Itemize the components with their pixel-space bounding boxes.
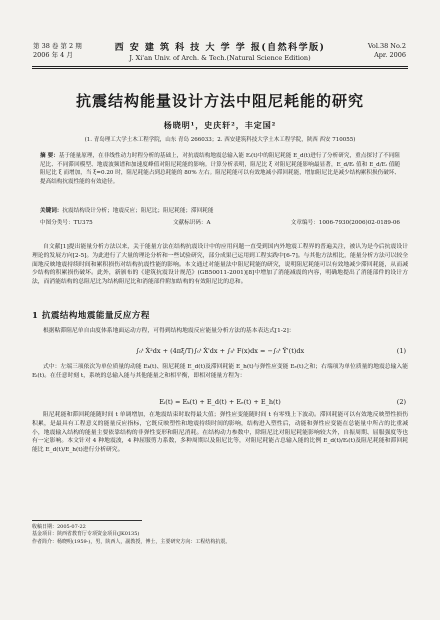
clc-number: 中图分类号：TU375	[40, 220, 93, 226]
section-1-paragraph-3: 阻尼耗能和滞回耗能随时间 t 单调增加，在地震结束时取得最大值；弹性应变能随时间 t 有零残上下波动。滞回耗能可以有效地反映塑性损伤积累，是最具有工程意义的能量反应指标，它既反映塑性和地震持续时间的影响，结构进入塑性后，动能和弹性应变能在总能量中所占的比重减小，地震输入结构的能量主要依靠结构的非弹性变形和阻尼消耗。在结构动力参数中，除阻尼比对阻尼耗能影响较大外，自振周期、屈服强度等也有一定影响。本文针对 4 种地震波，4 种屈服剪力系数，多种周期以及阻尼比等，对阻尼耗能占总输入能的比例 E_d(t)/Eᵢ(t)及阻尼耗能和滞回耗能比 E_d(t)/E_h(t)进行分析研究。	[32, 412, 408, 454]
volume-info-en	[368, 42, 406, 60]
header-rule	[32, 66, 408, 67]
paper-authors: 杨晓明¹，史庆轩²，丰定国²	[163, 120, 277, 130]
volume-issue-en: Vol.38 No.2	[367, 42, 406, 50]
intro-paragraph: 自文献[1]提出能量分析方法以来，关于能量方法在结构抗震设计中的应用问题一直受到国内外地震工程界的普遍关注，被认为是今后抗震设计理论的发展方向[2-5]。为此进行了大量的理论分析和一些试验研究，部分成果已运用到工程实践中[6-7]。与其他方法相比，能量分析方法可以较全面地反映地震持续时间和累积损伤对结构抗震性能的影响。本文通过对能量法中阻尼耗能的研究，说明阻尼耗能可以有效地减少滞回耗能，从而减少结构的积累损伤破坏。此外，新颁布的《建筑抗震设计规范》(GB50011-2001)[8]中增加了消能减震的内容，明确地提出了消能部件的设计方法，而消能结构的总阻尼比为结构阻尼比和消能部件附加结构的有效阻尼比的总和。	[32, 244, 408, 286]
paper-title: 抗震结构能量设计方法中阻尼耗能的研究	[75, 92, 364, 110]
footnote-rule	[32, 520, 142, 521]
equation-1-body: ∫₀ᵗ Ẋ²dx + (4πξ/T)∫₀ᵗ Ẋ'dx + ∫₀ᵗ F(x)dx = −∫₀ᵗ Ÿ'(t)dx	[135, 347, 305, 355]
keywords	[40, 207, 400, 215]
equation-2-body: Eᵢ(t) = Eₖ(t) + E_d(t) + Eₑ(t) + E_h(t)	[159, 398, 281, 406]
issue-date-en: Apr. 2006	[374, 51, 406, 59]
journal-name-en: J. Xi'an Univ. of Arch. & Tech.(Natural Science Edition)	[129, 54, 311, 62]
keywords-text: 抗震结构设计分析；地震反应；阻尼比；阻尼耗能；滞回耗能	[62, 208, 214, 214]
abstract-label: 摘 要：	[40, 153, 59, 159]
section-1-paragraph-1: 根据粘滞阻尼单自由度体系地面运动方程，可得到结构地震反应能量分析方法的基本表达式[1-2]：	[43, 328, 295, 334]
header-rule-thin	[32, 68, 408, 69]
author-affiliation: (1. 青岛理工大学土木工程学院，山东 青岛 266033；2. 西安建筑科技大学土木工程学院，陕西 西安 710055)	[84, 137, 356, 143]
issue-date: 2006 年 4 月	[33, 51, 73, 59]
classification-line	[40, 218, 400, 226]
article-number: 文章编号：1006-7930(2006)02-0189-06	[290, 220, 400, 226]
abstract-text: 基于能量原理，在非线性动力时程分析的基础上，对抗震结构地震总输入能 Eᵢ(t)中的阻尼耗能 E_d(t)进行了分析研究，重点探讨了不同阻尼比、不同滞回模型、地震波频谱和加速度峰值对阻尼耗能的影响。计算分析表明，阻尼比 ξ 对阻尼耗能影响最显著，E_d/Eᵢ 值和 E_d/Eᵢ 值随阻尼比 ξ 而增加，当 ξ=0.20 时，阻尼耗能占到总耗能的 80% 左右。阻尼耗能可以有效地减小滞回耗能，增加阻尼比是减少结构累积损伤破坏、提高结构抗震性能的有效途径。	[40, 153, 401, 185]
footnote-author: 作者简介：杨晓明(1959-)，男，陕西人，副教授，博士，主要研究方向：工程结构抗震。	[32, 538, 231, 545]
journal-name	[110, 40, 330, 62]
volume-issue: 第 38 卷 第 2 期	[33, 42, 82, 50]
issue-info	[33, 42, 82, 60]
section-1-paragraph-2: 式中：左端三项依次为单位质量的动能 Eₖ(t)、阻尼耗能 E_d(t)及滞回耗能 E_h(t)与弹性应变能 Eₑ(t)之和；右端项为单位质量的地震总输入能 Eᵢ(t)。在任意时刻 t，系统的总输入能与其他能量之和相平衡，即相对能量方程为：	[32, 364, 408, 379]
keywords-label: 关键词：	[40, 208, 63, 214]
section-1-heading: 1 抗震结构地震能量反应方程	[32, 311, 150, 321]
equation-1-number: (1)	[396, 347, 406, 355]
document-code: 文献标识码：A	[172, 220, 211, 226]
footnotes	[32, 524, 408, 546]
journal-name-cn: 西 安 建 筑 科 技 大 学 学 报(自然科学版)	[114, 43, 326, 53]
equation-2-number: (2)	[396, 398, 406, 406]
abstract	[40, 152, 400, 186]
footnote-received: 收稿日期：2005-07-22	[32, 524, 86, 530]
footnote-fund: 基金项目：陕西省教育厅专项资金项目(JK0135)	[32, 531, 140, 538]
